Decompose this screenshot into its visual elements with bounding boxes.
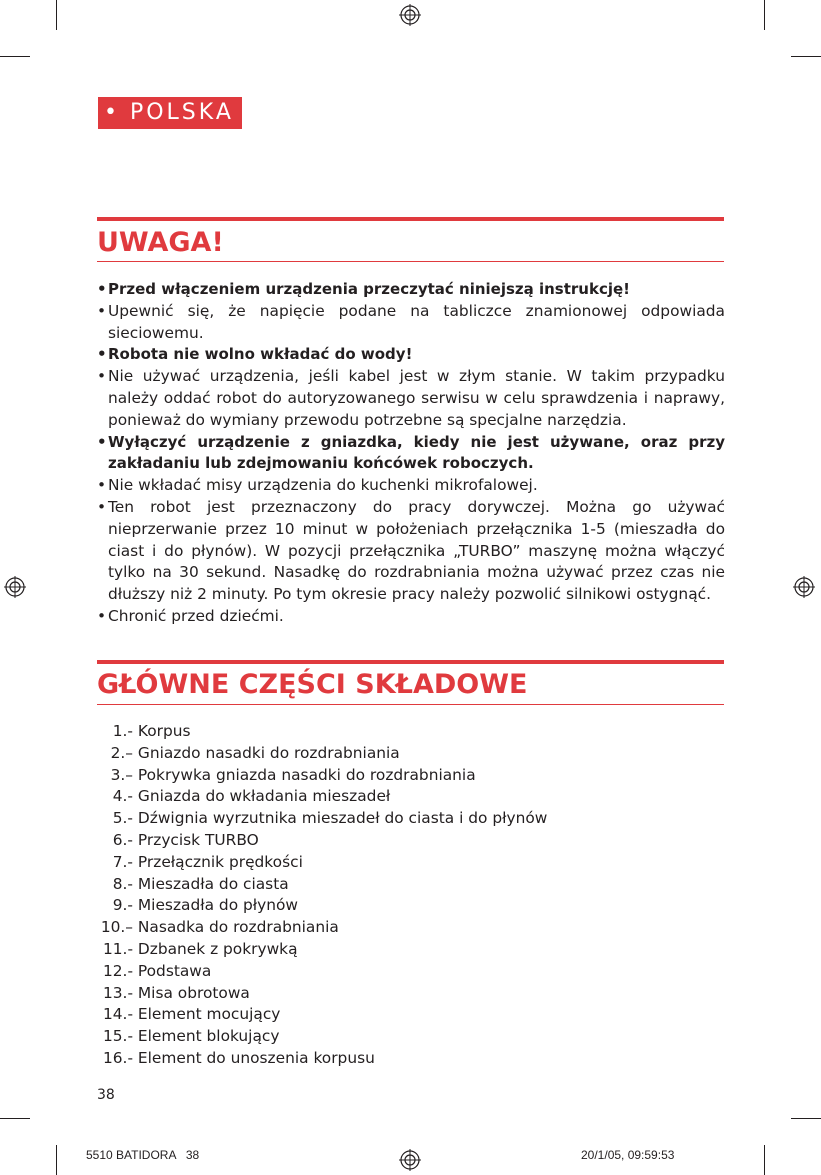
warning-item: • Przed włączeniem urządzenia przeczytać niniejszą instrukcję!	[97, 279, 725, 301]
crop-mark-top-left-v	[56, 0, 57, 30]
registration-mark-right-icon	[793, 576, 815, 598]
registration-mark-top-icon	[399, 4, 421, 26]
parts-list-item: 12.- Podstawa	[102, 961, 212, 980]
registration-mark-bottom-icon	[399, 1149, 421, 1171]
warning-item: • Nie używać urządzenia, jeśli kabel jest w złym stanie. W takim przypadku należy oddać robot do autoryzowanego serwisu w celu sprawdzenia i naprawy, ponieważ do wymiany przewodu potrzebne są specjalne narzędzia.	[97, 366, 725, 431]
crop-mark-top-left-h	[0, 56, 30, 57]
parts-list-item: 14.- Element mocujący	[102, 1005, 281, 1024]
warning-heading: UWAGA!	[97, 227, 224, 258]
parts-list-item: 15.- Element blokujący	[102, 1027, 280, 1046]
page-number: 38	[97, 1087, 115, 1103]
parts-list-item: 1.- Korpus	[112, 722, 191, 740]
language-section-tag: • POLSKA	[98, 97, 242, 129]
parts-list-item: 10.– Nasadka do rozdrabniania	[100, 918, 339, 937]
parts-list-item: 9.- Mieszadła do płynów	[112, 896, 299, 915]
parts-list	[97, 721, 725, 1070]
registration-mark-left-icon	[4, 576, 26, 598]
warning-item: • Ten robot jest przeznaczony do pracy dorywczej. Można go używać nieprzerwanie przez 10 minut w położeniach przełącznika 1-5 (mieszadła do ciast i do płynów). W pozycji przełącznika „TURBO” maszynę można włączyć tylko na 30 sekund. Nasadkę do rozdrabniania można używać przez czas nie dłuższy niż 2 minuty. Po tym okresie pracy należy pozwolić silnikowi ostygnąć.	[97, 497, 725, 606]
warning-item: • Wyłączyć urządzenie z gniazdka, kiedy nie jest używane, oraz przy zakładaniu lub zdejmowaniu końcówek roboczych.	[97, 432, 725, 476]
parts-list-item: 16.- Element do unoszenia korpusu	[102, 1048, 375, 1067]
parts-list-item: 13.- Misa obrotowa	[102, 983, 250, 1002]
parts-list-item: 11.- Dzbanek z pokrywką	[102, 939, 298, 958]
warning-item: • Robota nie wolno wkładać do wody!	[97, 344, 725, 366]
parts-rule-bottom	[97, 704, 724, 705]
parts-list-item: 7.- Przełącznik prędkości	[112, 852, 303, 871]
warning-item: • Upewnić się, że napięcie podane na tabliczce znamionowej odpowiada sieciowemu.	[97, 301, 725, 345]
crop-mark-bottom-left-v	[56, 1145, 57, 1175]
parts-list-item: 6.- Przycisk TURBO	[112, 830, 259, 849]
warning-rule-top	[97, 217, 724, 221]
warning-list	[97, 279, 725, 628]
parts-list-item: 3.– Pokrywka gniazda nasadki do rozdrabniania	[110, 765, 476, 784]
crop-mark-top-right-h	[791, 56, 821, 57]
warning-item: • Chronić przed dziećmi.	[97, 606, 725, 628]
print-slug-right: 20/1/05, 09:59:53	[581, 1148, 675, 1162]
parts-rule-top	[97, 660, 724, 664]
parts-list-item: 8.- Mieszadła do ciasta	[112, 874, 289, 893]
parts-list-item: 5.- Dźwignia wyrzutnika mieszadeł do ciasta i do płynów	[112, 809, 548, 828]
warning-rule-bottom	[97, 261, 724, 262]
print-slug-left: 5510 BATIDORA 38	[86, 1148, 200, 1162]
crop-mark-bottom-left-h	[0, 1118, 30, 1119]
crop-mark-bottom-right-v	[764, 1145, 765, 1175]
parts-list-item: 2.– Gniazdo nasadki do rozdrabniania	[110, 743, 400, 762]
crop-mark-top-right-v	[764, 0, 765, 30]
warning-item: • Nie wkładać misy urządzenia do kuchenki mikrofalowej.	[97, 475, 725, 497]
crop-mark-bottom-right-h	[791, 1118, 821, 1119]
parts-list-item: 4.- Gniazda do wkładania mieszadeł	[112, 787, 391, 806]
parts-heading: GŁÓWNE CZĘŚCI SKŁADOWE	[97, 669, 528, 700]
